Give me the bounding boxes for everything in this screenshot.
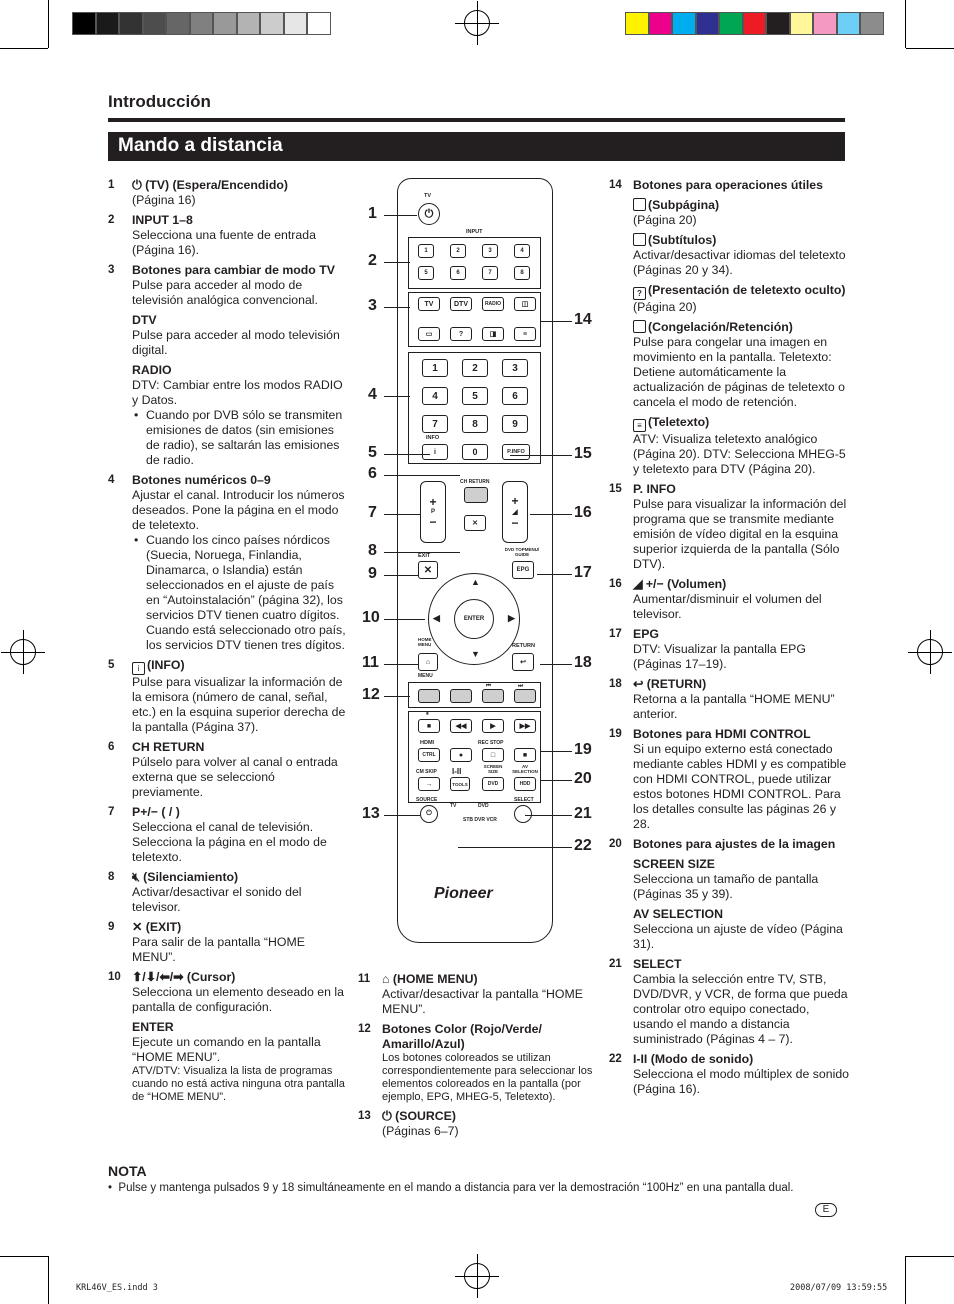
cursor-down-icon[interactable]: ▼ <box>471 649 480 659</box>
color-swatch <box>143 12 167 35</box>
close-icon: ✕ <box>132 920 146 934</box>
cursor-left-icon[interactable]: ◀ <box>433 613 440 623</box>
callout-number: 10 <box>362 609 380 626</box>
callout-number: 18 <box>574 654 592 671</box>
callout-number: 15 <box>574 445 592 462</box>
callout-leader <box>530 514 572 515</box>
list-item: 11 ⌂ (HOME MENU) Activar/desactivar la pantalla “HOME MENU”. <box>358 972 583 1016</box>
hold-icon <box>633 320 646 333</box>
color-swatch <box>307 12 331 35</box>
stop-button[interactable]: ■ <box>418 719 440 733</box>
color-swatch <box>237 12 261 35</box>
prev-icon: ⏮ <box>486 683 491 689</box>
callout-leader <box>384 664 418 665</box>
color-swatch <box>649 12 673 35</box>
callout-leader <box>537 574 572 575</box>
crop-mark <box>906 1256 954 1257</box>
volume-icon: ◢ <box>633 577 646 591</box>
list-item: 5 i (INFO) Pulse para visualizar la información de la emisora (número de canal, señal, etc.) en la esquina superior derecha de la pantalla (Página 37). <box>108 658 346 734</box>
digit-2-button[interactable]: 2 <box>462 359 488 377</box>
list-item: 22 I-II (Modo de sonido) Selecciona el modo múltiplex de sonido (Página 16). <box>609 1052 850 1096</box>
callout-leader <box>384 262 410 263</box>
home-menu-button[interactable]: ⌂ <box>418 653 438 671</box>
middle-column <box>358 972 598 1144</box>
digit-0-button[interactable]: 0 <box>462 444 488 460</box>
subtitle-button[interactable]: ▭ <box>418 327 440 341</box>
source-button[interactable]: ⏻ <box>420 805 438 823</box>
list-item: 16 ◢ +/− (Volumen) Aumentar/disminuir el volumen del televisor. <box>609 577 822 621</box>
rec-stop-label: REC STOP <box>478 740 504 746</box>
brand-logo: Pioneer <box>434 885 493 902</box>
mute-icon: 🔇︎ <box>132 870 144 884</box>
fast-forward-button[interactable]: ▶▶ <box>514 719 536 733</box>
hold-button[interactable]: ◨ <box>482 327 504 341</box>
teletext-button[interactable]: ≡ <box>514 327 536 341</box>
color-swatch <box>72 12 96 35</box>
hdd-button[interactable]: HDD <box>514 777 536 791</box>
callout-leader <box>540 780 572 781</box>
input-4-button[interactable]: 4 <box>514 244 530 258</box>
source-label: SOURCE <box>416 797 438 803</box>
color-swatch <box>672 12 696 35</box>
list-item: 17 EPG DTV: Visualizar la pantalla EPG (Páginas 17–19). <box>609 627 806 671</box>
color-swatch <box>213 12 237 35</box>
cursor-up-icon[interactable]: ▲ <box>471 577 480 587</box>
callout-leader <box>458 847 572 848</box>
callout-leader <box>540 751 572 752</box>
list-item: 19 Botones para HDMI CONTROL Si un equipo externo está conectado mediante cables HDMI y es compatible con HDMI CONTROL, puede utilizar estos botones HDMI CONTROL. Para los detalles consulte las páginas 26 y 28. <box>609 727 847 831</box>
list-item: 12 Botones Color (Rojo/Verde/ Amarillo/Azul) Los botones coloreados se utilizan correspondientemente para seleccionar los elementos coloreados en la pantalla (por ejemplo, EPG, MHEG-5, Teletexto). <box>358 1022 593 1103</box>
reveal-icon: ? <box>633 287 646 300</box>
callout-leader <box>384 215 417 216</box>
list-item: 4 Botones numéricos 0–9 Ajustar el canal. Introducir los números deseados. Pone la página en el modo de teletexto. • Cuando los cinco países nórdicos (Suecia, Noruega, Finlandia, Dinamarca, o Islandia) están seleccionados en el ajuste de país en “Autoinstalación” (página 32), los servicios DTV tienen cuatro dígitos. Cuando está seleccionado otro país, los servicios DTV tienen tres dígitos. <box>108 473 348 653</box>
list-item: 20 Botones para ajustes de la imagen SCREEN SIZE Selecciona un tamaño de pantalla (Páginas 35 y 39). AV SELECTION Selecciona un ajuste de vídeo (Página 31). <box>609 837 843 951</box>
input-6-button[interactable]: 6 <box>450 266 466 280</box>
cm-skip-button[interactable]: → <box>418 777 440 791</box>
cursor-arrows-icon: ⬆/⬇/⬅/➡ <box>132 970 187 984</box>
list-item: 3 Botones para cambiar de modo TV Pulse para acceder al modo de televisión analógica convencional. DTV Pulse para acceder al modo televisión digital. RADIO DTV: Cambiar entre los modos RADIO y Datos. • Cuando por DVB sólo se transmiten emisiones de datos (sin emisiones de radio), se saltarán las emisiones de radio. <box>108 263 348 468</box>
footer-timestamp: 2008/07/09 13:59:55 <box>790 1283 888 1293</box>
section-heading: Introducción <box>108 92 211 111</box>
callout-number: 20 <box>574 770 592 787</box>
digit-7-button[interactable]: 7 <box>422 415 448 433</box>
digit-8-button[interactable]: 8 <box>462 415 488 433</box>
blue-button[interactable] <box>514 689 536 703</box>
callout-leader <box>384 552 460 553</box>
return-button[interactable]: ↩ <box>512 653 534 671</box>
list-item: 21 SELECT Cambia la selección entre TV, STB, DVD/DVR, y VCR, de forma que pueda controlar otro equipo conectado, usando el mando a distancia suministrado (Páginas 4 – 7). <box>609 957 848 1046</box>
list-item: 15 P. INFO Pulse para visualizar la información del programa que se transmite mediante emisión de vídeo digital en la esquina superior izquierda de la pantalla (Sólo DTV). <box>609 482 847 571</box>
play-button[interactable]: ▶ <box>482 719 504 733</box>
enter-button[interactable]: ENTER <box>454 599 494 639</box>
tv-label: TV <box>424 193 432 199</box>
hdmi-label: HDMI <box>420 740 435 746</box>
list-item: 9 ✕ (EXIT) Para salir de la pantalla “HOME MENU”. <box>108 920 305 964</box>
pinfo-button[interactable]: P.INFO <box>502 444 530 460</box>
callout-number: 22 <box>574 837 592 854</box>
remote-control-illustration <box>397 178 553 943</box>
list-item: 7 P+/− ( / ) Selecciona el canal de televisión. Selecciona la página en el modo de teletexto. <box>108 805 327 864</box>
callout-number: 11 <box>362 654 379 671</box>
callout-number: 5 <box>368 444 377 461</box>
return-label: RETURN <box>512 643 535 649</box>
home-menu-label: HOME MENU <box>418 637 432 647</box>
callout-number: 6 <box>368 465 377 482</box>
color-swatch <box>837 12 861 35</box>
sound-mode-label: I-II <box>452 767 462 776</box>
list-item: 6 CH RETURN Púlselo para volver al canal o entrada externa que se seleccionó previamente. <box>108 740 338 799</box>
color-bar-color <box>625 12 884 35</box>
callout-number: 1 <box>368 205 377 222</box>
cm-skip-label: CM SKIP <box>416 769 437 775</box>
callout-leader <box>384 575 418 576</box>
callout-number: 17 <box>574 564 592 581</box>
input-5-button[interactable]: 5 <box>418 266 434 280</box>
cursor-right-icon[interactable]: ▶ <box>508 613 515 623</box>
color-swatch <box>166 12 190 35</box>
footer-file: KRL46V_ES.indd 3 <box>76 1283 158 1293</box>
crop-mark <box>48 0 49 48</box>
dtv-mode-button[interactable]: DTV <box>450 297 472 311</box>
power-button[interactable]: ⏻ <box>418 203 440 225</box>
subpage-icon <box>633 198 646 211</box>
subtitle-icon <box>633 233 646 246</box>
callout-leader <box>384 475 460 476</box>
callout-number: 7 <box>368 504 377 521</box>
crop-mark <box>906 48 954 49</box>
color-swatch <box>766 12 790 35</box>
digit-6-button[interactable]: 6 <box>502 387 528 405</box>
registration-mark <box>464 1263 490 1289</box>
list-item: 14 Botones para operaciones útiles (Subpágina) (Página 20) (Subtítulos) Activar/desactivar idiomas del teletexto (Páginas 20 y 34). ? (Presentación de teletexto oculto) (Página 20) (Congelación/Retención) Pulse para congelar una imagen en movimiento en la pantalla. Teletexto: Detiene automáticamente la actualización de páginas de teletexto o cancela el modo de retención. ≡ (Teletexto) ATV: Visualiza teletexto analógico (Página 20). DTV: Selecciona MHEG-5 y teletexto para DTV (Página 20). <box>609 178 846 476</box>
pause-icon: ⏸ <box>426 711 429 717</box>
dvd-button[interactable]: DVD <box>482 777 504 791</box>
page-title: Mando a distancia <box>108 132 845 161</box>
teletext-icon: ≡ <box>633 419 646 432</box>
color-swatch <box>743 12 767 35</box>
callout-leader <box>510 455 572 456</box>
tools-button[interactable]: TOOLS <box>450 777 470 791</box>
callout-number: 21 <box>574 805 592 822</box>
registration-mark <box>464 10 490 36</box>
input-label: INPUT <box>466 229 483 235</box>
list-item: 1 ⏻ (TV) (Espera/Encendido) (Página 16) <box>108 178 288 207</box>
callout-leader <box>384 454 430 455</box>
reveal-button[interactable]: ? <box>450 327 472 341</box>
next-icon: ⏭ <box>518 683 523 689</box>
epg-button[interactable]: EPG <box>512 561 534 579</box>
topmenu-label: DVD TOPMENU/ GUIDE <box>504 547 540 557</box>
crop-mark <box>0 48 48 49</box>
callout-number: 9 <box>368 565 377 582</box>
digit-4-button[interactable]: 4 <box>422 387 448 405</box>
callout-leader <box>384 514 420 515</box>
mute-button[interactable]: ✕ <box>464 515 486 531</box>
color-swatch <box>96 12 120 35</box>
yellow-button[interactable] <box>482 689 504 703</box>
color-swatch <box>860 12 884 35</box>
subpage-button[interactable]: ◫ <box>514 297 536 311</box>
registration-mark <box>917 639 943 665</box>
color-swatch <box>625 12 649 35</box>
green-button[interactable] <box>450 689 472 703</box>
color-bar-gray <box>72 12 331 35</box>
list-item: 2 INPUT 1–8 Selecciona una fuente de entrada (Página 16). <box>108 213 316 257</box>
input-7-button[interactable]: 7 <box>482 266 498 280</box>
callout-number: 4 <box>368 386 377 403</box>
crop-mark <box>0 1256 48 1257</box>
input-2-button[interactable]: 2 <box>450 244 466 258</box>
return-icon: ↩ <box>633 677 647 691</box>
av-selection-label: AV SELECTION <box>512 764 538 774</box>
list-item: 13 ⏻ (SOURCE) (Páginas 6–7) <box>358 1109 459 1138</box>
color-swatch <box>790 12 814 35</box>
input-8-button[interactable]: 8 <box>514 266 530 280</box>
digit-3-button[interactable]: 3 <box>502 359 528 377</box>
exit-label: EXIT <box>418 553 431 559</box>
color-swatch <box>119 12 143 35</box>
info-label: INFO <box>426 435 440 441</box>
select-label: SELECT <box>514 797 534 803</box>
note-text: • Pulse y mantenga pulsados 9 y 18 simultáneamente en el mando a distancia para ver la demostración “100Hz” en una pantalla dual. <box>108 1182 794 1194</box>
ch-return-label: CH RETURN <box>460 479 490 485</box>
screen-size-label: SCREEN SIZE <box>483 764 503 774</box>
record-button[interactable]: ● <box>450 748 472 762</box>
rec-stop-button[interactable]: □ <box>482 748 504 762</box>
digit-1-button[interactable]: 1 <box>422 359 448 377</box>
color-swatch <box>260 12 284 35</box>
note-heading: NOTA <box>108 1163 147 1179</box>
select-button[interactable] <box>514 805 532 823</box>
info-button[interactable]: i <box>422 444 448 460</box>
home-icon: ⌂ <box>382 972 393 986</box>
registration-mark <box>10 639 36 665</box>
select-tv-label: TV <box>450 803 457 809</box>
volume-rocker[interactable]: + ◢ − <box>502 481 528 543</box>
right-column <box>609 178 849 1102</box>
rewind-button[interactable]: ◀◀ <box>450 719 472 733</box>
list-item: 10 ⬆/⬇/⬅/➡ (Cursor) Selecciona un elemento deseado en la pantalla de configuración. ENTER Ejecute un comando en la pantalla “HOME MENU”. ATV/DTV: Visualiza la lista de programas cuando no está activa ninguna otra pantalla de “HOME MENU”. <box>108 970 345 1103</box>
digit-9-button[interactable]: 9 <box>502 415 528 433</box>
callout-number: 14 <box>574 311 592 328</box>
input-3-button[interactable]: 3 <box>482 244 498 258</box>
callout-number: 2 <box>368 252 377 269</box>
input-1-button[interactable]: 1 <box>418 244 434 258</box>
crop-mark <box>905 0 906 48</box>
color-swatch <box>696 12 720 35</box>
ch-return-button[interactable] <box>464 487 488 503</box>
info-icon: i <box>132 662 145 675</box>
hdmi-stop-button[interactable]: ■ <box>514 748 536 762</box>
callout-leader <box>540 321 572 322</box>
callout-leader <box>384 619 425 620</box>
tv-mode-button[interactable]: TV <box>418 297 440 311</box>
callout-leader <box>525 815 572 816</box>
page-letter: E <box>815 1203 837 1217</box>
color-swatch <box>190 12 214 35</box>
color-swatch <box>719 12 743 35</box>
callout-leader <box>384 696 410 697</box>
crop-mark <box>48 1256 49 1304</box>
color-swatch <box>284 12 308 35</box>
callout-leader <box>384 396 410 397</box>
menu-label: MENU <box>418 673 433 679</box>
callout-leader <box>384 815 420 816</box>
callout-number: 16 <box>574 504 592 521</box>
exit-button[interactable]: ✕ <box>418 561 438 579</box>
callout-leader <box>384 307 410 308</box>
crop-mark <box>905 1256 906 1304</box>
callout-number: 3 <box>368 297 377 314</box>
select-dvd-label: DVD <box>478 803 489 809</box>
callout-number: 19 <box>574 741 592 758</box>
color-swatch <box>813 12 837 35</box>
list-item: 18 ↩ (RETURN) Retorna a la pantalla “HOME MENU” anterior. <box>609 677 835 721</box>
select-row-label: STB DVR VCR <box>463 817 497 823</box>
heading-rule <box>108 118 845 122</box>
list-item: 8 🔇︎ (Silenciamiento) Activar/desactivar el sonido del televisor. <box>108 870 302 914</box>
callout-number: 12 <box>362 686 380 703</box>
left-column <box>108 178 348 1109</box>
radio-mode-button[interactable]: RADIO <box>482 297 504 311</box>
digit-5-button[interactable]: 5 <box>462 387 488 405</box>
hdmi-ctrl-button[interactable]: CTRL <box>418 748 440 762</box>
red-button[interactable] <box>418 689 440 703</box>
callout-number: 8 <box>368 542 377 559</box>
callout-number: 13 <box>362 805 380 822</box>
channel-rocker[interactable]: + P − <box>420 481 446 543</box>
callout-leader <box>540 664 572 665</box>
power-icon: ⏻ <box>382 1109 396 1123</box>
